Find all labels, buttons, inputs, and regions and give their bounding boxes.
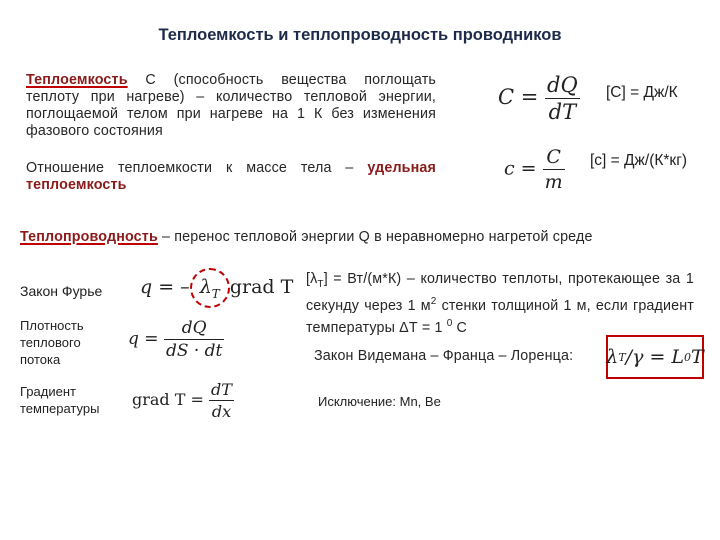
fraction-bar	[543, 169, 565, 170]
lambda-subscript: T	[211, 286, 220, 301]
fraction-numerator: dQ	[547, 73, 578, 97]
fraction-bar	[164, 339, 224, 340]
specific-heat-unit: [c] = Дж/(К*кг)	[590, 152, 688, 169]
squared-superscript: 2	[430, 295, 437, 307]
flux-label: Плотность теплового потока	[20, 318, 84, 367]
lambda-text-2: стенки толщиной 1 м, если градиент температуры ΔТ = 1	[306, 297, 694, 336]
exception-note: Исключение: Mn, Be	[318, 394, 441, 409]
fraction-numerator: dT	[211, 380, 232, 399]
fraction-denominator: dx	[211, 402, 232, 421]
specific-heat-paragraph	[26, 160, 436, 194]
lambda-open: [λ	[306, 271, 318, 287]
lambda-unit-paragraph	[306, 271, 694, 336]
dashed-circle	[190, 268, 230, 308]
heat-capacity-formula	[498, 73, 580, 124]
lorenz-subscript: 0	[684, 350, 692, 364]
formula-middle: /γ = L	[625, 346, 685, 368]
grad-term: grad T	[229, 276, 294, 298]
fraction-bar	[545, 98, 580, 99]
fourier-label: Закон Фурье	[20, 283, 103, 299]
heat-capacity-unit: [C] = Дж/К	[606, 84, 678, 101]
fraction	[543, 146, 565, 193]
formula-lhs: grad T =	[132, 390, 204, 409]
wiedemann-formula-box	[606, 335, 704, 379]
fraction	[164, 318, 224, 361]
formula-lhs: q =	[128, 329, 159, 349]
fraction-denominator: m	[544, 171, 563, 193]
lambda-highlight	[196, 276, 224, 301]
formula-lhs: c =	[504, 157, 537, 180]
lambda-symbol: λ	[199, 276, 212, 298]
fraction	[209, 380, 234, 421]
wiedemann-label: Закон Видемана – Франца – Лоренца:	[314, 348, 574, 364]
fraction-denominator: dS · dt	[165, 341, 223, 361]
conductivity-paragraph	[20, 229, 710, 246]
formula-lhs: q = –	[140, 276, 190, 298]
lambda-text-1: ] = Вт/(м*К) – количество теплоты, протекающее за 1 секунду через 1 м	[306, 271, 694, 314]
degree-superscript: 0	[446, 317, 453, 329]
specific-heat-text: Отношение теплоемкости к массе тела –	[26, 160, 368, 176]
fraction-numerator: C	[546, 146, 561, 168]
lambda-subscript: T	[618, 350, 626, 364]
lambda-subscript: T	[317, 278, 324, 290]
gradient-label: Градиент температуры	[20, 384, 100, 416]
specific-heat-term: удельная теплоемкость	[26, 160, 436, 193]
specific-heat-formula	[504, 146, 565, 193]
formula-lhs: C =	[498, 85, 539, 109]
lambda-symbol: λ	[606, 346, 619, 368]
heat-capacity-term: Теплоемкость	[26, 72, 128, 88]
fraction-denominator: dT	[548, 100, 577, 124]
conductivity-term: Теплопроводность	[20, 229, 158, 245]
heat-capacity-paragraph	[26, 72, 436, 140]
formula-end: T	[691, 346, 704, 368]
fraction-numerator: dQ	[181, 318, 207, 338]
gradient-formula	[132, 380, 234, 421]
flux-formula	[128, 318, 224, 361]
lambda-text-3: С	[452, 319, 468, 336]
heat-capacity-definition: С (способность вещества поглощать теплоту при нагреве) – количество тепловой энергии, поглощаемой телом при нагреве на 1 К без изменения фазового состояния	[26, 72, 436, 139]
fraction	[545, 73, 580, 124]
conductivity-definition: – перенос тепловой энергии Q в неравномерно нагретой среде	[157, 229, 593, 245]
fraction-bar	[209, 400, 234, 401]
fourier-formula	[140, 276, 293, 301]
page-title: Теплоемкость и теплопроводность проводников	[158, 26, 562, 44]
